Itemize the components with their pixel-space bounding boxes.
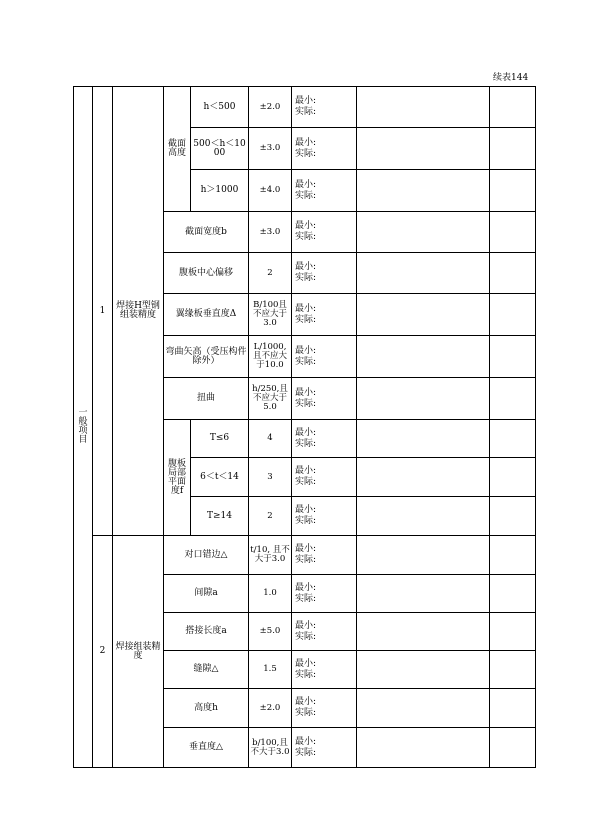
tolerance-value: ±4.0 bbox=[249, 170, 292, 212]
item-label: 6＜t＜14 bbox=[191, 458, 249, 497]
measurement-cell: 最小: 实际: bbox=[292, 294, 357, 336]
remark-cell[interactable] bbox=[490, 253, 536, 294]
record-cell[interactable] bbox=[357, 212, 490, 253]
record-cell[interactable] bbox=[357, 294, 490, 336]
measurement-cell: 最小: 实际: bbox=[292, 613, 357, 651]
record-cell[interactable] bbox=[357, 689, 490, 728]
item-label: 扭曲 bbox=[164, 378, 249, 420]
record-cell[interactable] bbox=[357, 170, 490, 212]
measurement-cell: 最小: 实际: bbox=[292, 497, 357, 536]
remark-cell[interactable] bbox=[490, 458, 536, 497]
tolerance-value: 1.5 bbox=[249, 651, 292, 689]
section-height-label: 截面高度 bbox=[164, 87, 191, 212]
measurement-cell: 最小: 实际: bbox=[292, 128, 357, 170]
tolerance-value: 2 bbox=[249, 497, 292, 536]
remark-cell[interactable] bbox=[490, 378, 536, 420]
remark-cell[interactable] bbox=[490, 170, 536, 212]
remark-cell[interactable] bbox=[490, 420, 536, 458]
measurement-cell: 最小: 实际: bbox=[292, 336, 357, 378]
item-label: 对口错边△ bbox=[164, 536, 249, 575]
item-label: 腹板中心偏移 bbox=[164, 253, 249, 294]
measurement-cell: 最小: 实际: bbox=[292, 689, 357, 728]
record-cell[interactable] bbox=[357, 87, 490, 128]
measurement-cell: 最小: 实际: bbox=[292, 170, 357, 212]
remark-cell[interactable] bbox=[490, 336, 536, 378]
item-label: 高度h bbox=[164, 689, 249, 728]
item-label: T≤6 bbox=[191, 420, 249, 458]
group-number: 1 bbox=[93, 87, 113, 536]
remark-cell[interactable] bbox=[490, 689, 536, 728]
group-name: 焊接H型钢组装精度 bbox=[113, 87, 164, 536]
web-flatness-label: 腹板局部平面度f bbox=[164, 420, 191, 536]
tolerance-value: ±3.0 bbox=[249, 212, 292, 253]
remark-cell[interactable] bbox=[490, 651, 536, 689]
tolerance-value: 4 bbox=[249, 420, 292, 458]
record-cell[interactable] bbox=[357, 420, 490, 458]
item-label: 间隙a bbox=[164, 575, 249, 613]
remark-cell[interactable] bbox=[490, 728, 536, 768]
remark-cell[interactable] bbox=[490, 128, 536, 170]
measurement-cell: 最小: 实际: bbox=[292, 536, 357, 575]
record-cell[interactable] bbox=[357, 497, 490, 536]
item-label: h＞1000 bbox=[191, 170, 249, 212]
remark-cell[interactable] bbox=[490, 212, 536, 253]
remark-cell[interactable] bbox=[490, 294, 536, 336]
tolerance-value: L/1000,且不应大于10.0 bbox=[249, 336, 292, 378]
record-cell[interactable] bbox=[357, 651, 490, 689]
item-label: 翼缘板垂直度Δ bbox=[164, 294, 249, 336]
tolerance-value: 3 bbox=[249, 458, 292, 497]
measurement-cell: 最小: 实际: bbox=[292, 253, 357, 294]
record-cell[interactable] bbox=[357, 728, 490, 768]
measurement-cell: 最小: 实际: bbox=[292, 458, 357, 497]
record-cell[interactable] bbox=[357, 336, 490, 378]
tolerance-value: ±2.0 bbox=[249, 87, 292, 128]
remark-cell[interactable] bbox=[490, 536, 536, 575]
group-name: 焊接组装精度 bbox=[113, 536, 164, 768]
tolerance-value: 2 bbox=[249, 253, 292, 294]
remark-cell[interactable] bbox=[490, 575, 536, 613]
remark-cell[interactable] bbox=[490, 87, 536, 128]
item-label: T≥14 bbox=[191, 497, 249, 536]
tolerance-value: B/100且不应大于3.0 bbox=[249, 294, 292, 336]
remark-cell[interactable] bbox=[490, 497, 536, 536]
item-label: 弯曲矢高（受压构件除外） bbox=[164, 336, 249, 378]
record-cell[interactable] bbox=[357, 575, 490, 613]
measurement-cell: 最小: 实际: bbox=[292, 378, 357, 420]
item-label: 垂直度△ bbox=[164, 728, 249, 768]
measurement-cell: 最小: 实际: bbox=[292, 212, 357, 253]
category-cell: 一 般 项 目 bbox=[74, 87, 93, 768]
item-label: 截面宽度b bbox=[164, 212, 249, 253]
table-row bbox=[74, 536, 536, 575]
record-cell[interactable] bbox=[357, 128, 490, 170]
table-row bbox=[74, 87, 536, 128]
tolerance-value: ±5.0 bbox=[249, 613, 292, 651]
measurement-cell: 最小: 实际: bbox=[292, 728, 357, 768]
measurement-cell: 最小: 实际: bbox=[292, 87, 357, 128]
record-cell[interactable] bbox=[357, 458, 490, 497]
tolerance-value: b/100,且不大于3.0 bbox=[249, 728, 292, 768]
record-cell[interactable] bbox=[357, 378, 490, 420]
measurement-cell: 最小: 实际: bbox=[292, 420, 357, 458]
tolerance-value: h/250,且不应大于5.0 bbox=[249, 378, 292, 420]
tolerance-value: 1.0 bbox=[249, 575, 292, 613]
measurement-cell: 最小: 实际: bbox=[292, 575, 357, 613]
record-cell[interactable] bbox=[357, 536, 490, 575]
group-number: 2 bbox=[93, 536, 113, 768]
inspection-table bbox=[73, 86, 536, 768]
item-label: 搭接长度a bbox=[164, 613, 249, 651]
item-label: 缝隙△ bbox=[164, 651, 249, 689]
measurement-cell: 最小: 实际: bbox=[292, 651, 357, 689]
continuation-label: 续表144 bbox=[493, 73, 529, 83]
tolerance-value: t/10, 且不大于3.0 bbox=[249, 536, 292, 575]
remark-cell[interactable] bbox=[490, 613, 536, 651]
item-label: h＜500 bbox=[191, 87, 249, 128]
tolerance-value: ±2.0 bbox=[249, 689, 292, 728]
item-label: 500＜h＜1000 bbox=[191, 128, 249, 170]
record-cell[interactable] bbox=[357, 613, 490, 651]
tolerance-value: ±3.0 bbox=[249, 128, 292, 170]
record-cell[interactable] bbox=[357, 253, 490, 294]
